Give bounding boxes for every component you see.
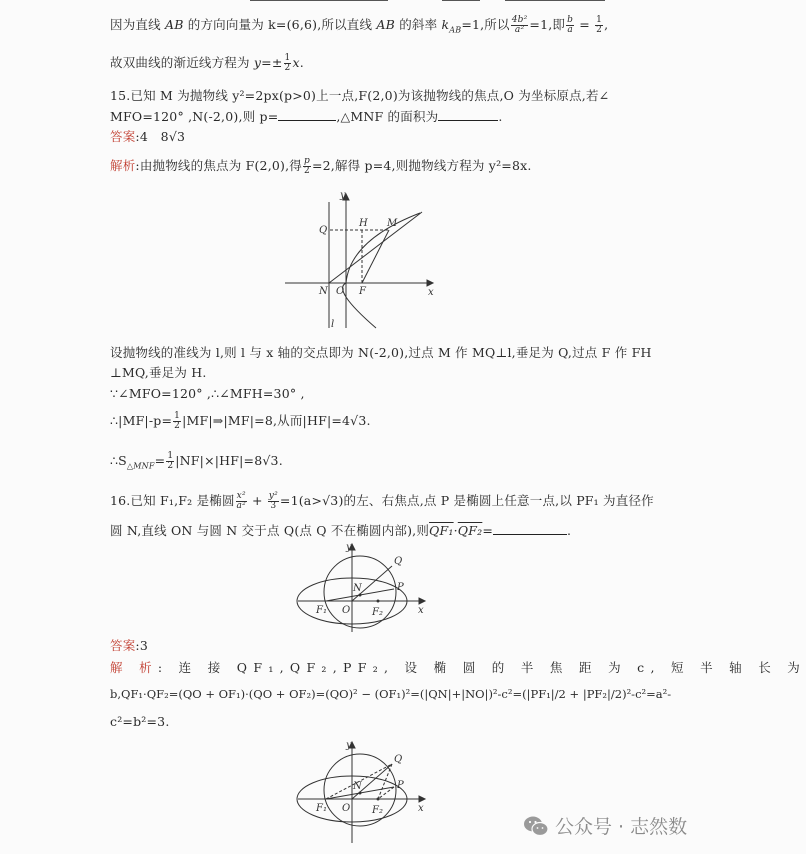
label-P: P <box>397 780 404 791</box>
text: . <box>567 523 572 538</box>
text: AB <box>164 17 184 32</box>
text: , <box>604 17 609 32</box>
vector-QF1: QF₁ <box>429 523 454 538</box>
line-NM <box>329 212 422 283</box>
q15-answer <box>110 129 185 145</box>
prev-blank-1 <box>250 0 388 1</box>
analysis-label: 解析 <box>110 158 136 173</box>
text: :由抛物线的焦点为 F(2,0),得 <box>135 158 302 173</box>
label-N: N <box>353 583 362 594</box>
text: x <box>292 55 300 70</box>
text: = <box>482 523 494 538</box>
label-H: H <box>359 218 368 229</box>
wechat-icon <box>523 815 549 837</box>
label-F: F <box>359 286 366 297</box>
q15-solution-3: ∵∠MFO=120° ,∴∠MFH=30° , <box>110 386 305 401</box>
point-F2 <box>377 798 380 801</box>
vector-QF2: QF₂ <box>457 523 483 538</box>
answer-value: :4 8√3 <box>135 129 186 144</box>
q16-stem-line-2 <box>110 523 571 539</box>
answer-label: 答案 <box>110 638 136 653</box>
text: k <box>441 17 450 32</box>
watermark <box>523 812 687 839</box>
label-y: y <box>340 190 346 201</box>
q16-equation-2: c²=b²=3. <box>110 714 170 729</box>
text: ∴|MF|-p= <box>110 413 173 428</box>
answer-label: 答案 <box>110 129 136 144</box>
text: 圆 N,直线 ON 与圆 N 交于点 Q(点 Q 不在椭圆内部),则 <box>110 523 430 538</box>
text: MFO=120° ,N(-2,0),则 p= <box>110 109 279 124</box>
text: 因为直线 <box>110 17 165 32</box>
label-x: x <box>428 287 434 298</box>
answer-value: :3 <box>135 638 148 653</box>
prev-blank-2 <box>442 0 480 1</box>
q15-stem-line-2 <box>110 109 503 125</box>
parabola-figure <box>270 180 460 340</box>
label-F2: F₂ <box>372 805 383 816</box>
ellipse-figure-2 <box>290 738 440 848</box>
fraction: $\frac{1}{2}$ <box>167 451 174 471</box>
point-F2 <box>377 600 380 603</box>
q15-solution-2: ⊥MQ,垂足为 H. <box>110 365 207 380</box>
text: =1(a>√3)的左、右焦点,点 P 是椭圆上任意一点,以 PF₁ 为直径作 <box>279 493 654 508</box>
label-Q: Q <box>394 754 403 765</box>
fraction: $\frac{1}{2}$ <box>596 15 603 35</box>
watermark-text: 公众号 · 志然数 <box>555 816 688 838</box>
line-FM <box>362 230 389 283</box>
text: ∴S <box>110 453 127 468</box>
fraction: $\frac{1}{2}$ <box>284 53 291 73</box>
q16-answer <box>110 638 148 654</box>
answer-blank[interactable] <box>493 524 567 535</box>
text: =± <box>261 55 283 70</box>
label-F1: F₁ <box>316 605 327 616</box>
text: y <box>253 55 262 70</box>
q15-stem-line-1: 15.已知 M 为抛物线 y²=2px(p>0)上一点,F(2,0)为该抛物线的焦点,O 为坐标原点,若∠ <box>110 88 610 103</box>
label-x: x <box>418 605 424 616</box>
prev-blank-3 <box>505 0 605 1</box>
fraction: $\frac{b}{a}$ <box>567 15 574 35</box>
label-O: O <box>342 605 351 616</box>
subscript: △MNF <box>126 461 155 471</box>
fraction: $\frac{\text{y²}}{3}$ <box>268 491 278 511</box>
q15-analysis <box>110 157 532 176</box>
q16-analysis <box>110 660 806 676</box>
text: = <box>154 453 166 468</box>
text: 的斜率 <box>395 17 442 32</box>
text: : 连 接 QF₁,QF₂,PF₂, 设 椭 圆 的 半 焦 距 为 c, 短 半 轴 长 为 <box>157 660 806 675</box>
prev-solution-line-1 <box>110 16 608 39</box>
q16-stem-line-1 <box>110 492 654 511</box>
text: ,△MNF 的面积为 <box>336 109 439 124</box>
label-F1: F₁ <box>316 803 327 814</box>
text: AB <box>376 17 396 32</box>
text: = <box>575 17 595 32</box>
label-N: N <box>353 781 362 792</box>
label-l: l <box>331 319 335 330</box>
subscript: AB <box>449 25 462 35</box>
label-O: O <box>336 286 345 297</box>
q16-equation: b,QF₁·QF₂=(QO + OF₁)·(QO + OF₂)=(QO)² − (OF₁)²=(|QN|+|NO|)²-c²=(|PF₁|/2 + |PF₂|/2)²-c²=a²- <box>110 687 672 701</box>
x-axis-arrow <box>419 796 425 802</box>
text: =1,即 <box>529 17 566 32</box>
text: |NF|×|HF|=8√3. <box>175 453 283 468</box>
label-x: x <box>418 803 424 814</box>
text: . <box>498 109 503 124</box>
answer-blank-p[interactable] <box>278 110 336 121</box>
label-N: N <box>319 286 328 297</box>
fraction: $\frac{p}{2}$ <box>303 156 310 176</box>
text: 的方向向量为 k=(6,6),所以直线 <box>183 17 377 32</box>
prev-solution-line-2 <box>110 54 304 73</box>
x-axis-arrow <box>427 280 433 286</box>
q15-solution-5 <box>110 452 283 475</box>
text: 16.已知 F₁,F₂ 是椭圆 <box>110 493 235 508</box>
fraction: $\frac{\text{x²}}{\text{a²}}$ <box>236 491 246 511</box>
answer-blank-area[interactable] <box>438 110 498 121</box>
analysis-label: 解 析 <box>110 660 158 675</box>
text: + <box>247 493 267 508</box>
text: =1,所以 <box>461 17 510 32</box>
label-F2: F₂ <box>372 607 383 618</box>
label-M: M <box>387 218 398 229</box>
fraction: $\frac{\text{4b²}}{\text{a²}}$ <box>511 15 528 35</box>
x-axis-arrow <box>419 598 425 604</box>
text: . <box>299 55 304 70</box>
text: =2,解得 p=4,则抛物线方程为 y²=8x. <box>311 158 532 173</box>
label-P: P <box>397 582 404 593</box>
label-y: y <box>346 542 352 553</box>
text: 故双曲线的渐近线方程为 <box>110 55 254 70</box>
text: |MF|⇒|MF|=8,从而|HF|=4√3. <box>182 413 371 428</box>
q15-solution-1: 设抛物线的准线为 l,则 l 与 x 轴的交点即为 N(-2,0),过点 M 作 MQ⊥l,垂足为 Q,过点 F 作 FH <box>110 345 652 360</box>
label-Q: Q <box>319 225 328 236</box>
label-Q: Q <box>394 556 403 567</box>
fraction: $\frac{1}{2}$ <box>174 411 181 431</box>
ellipse-figure-1 <box>290 540 440 632</box>
label-O: O <box>342 803 351 814</box>
q15-solution-4 <box>110 412 371 431</box>
label-y: y <box>346 740 352 751</box>
text: · <box>453 523 458 538</box>
